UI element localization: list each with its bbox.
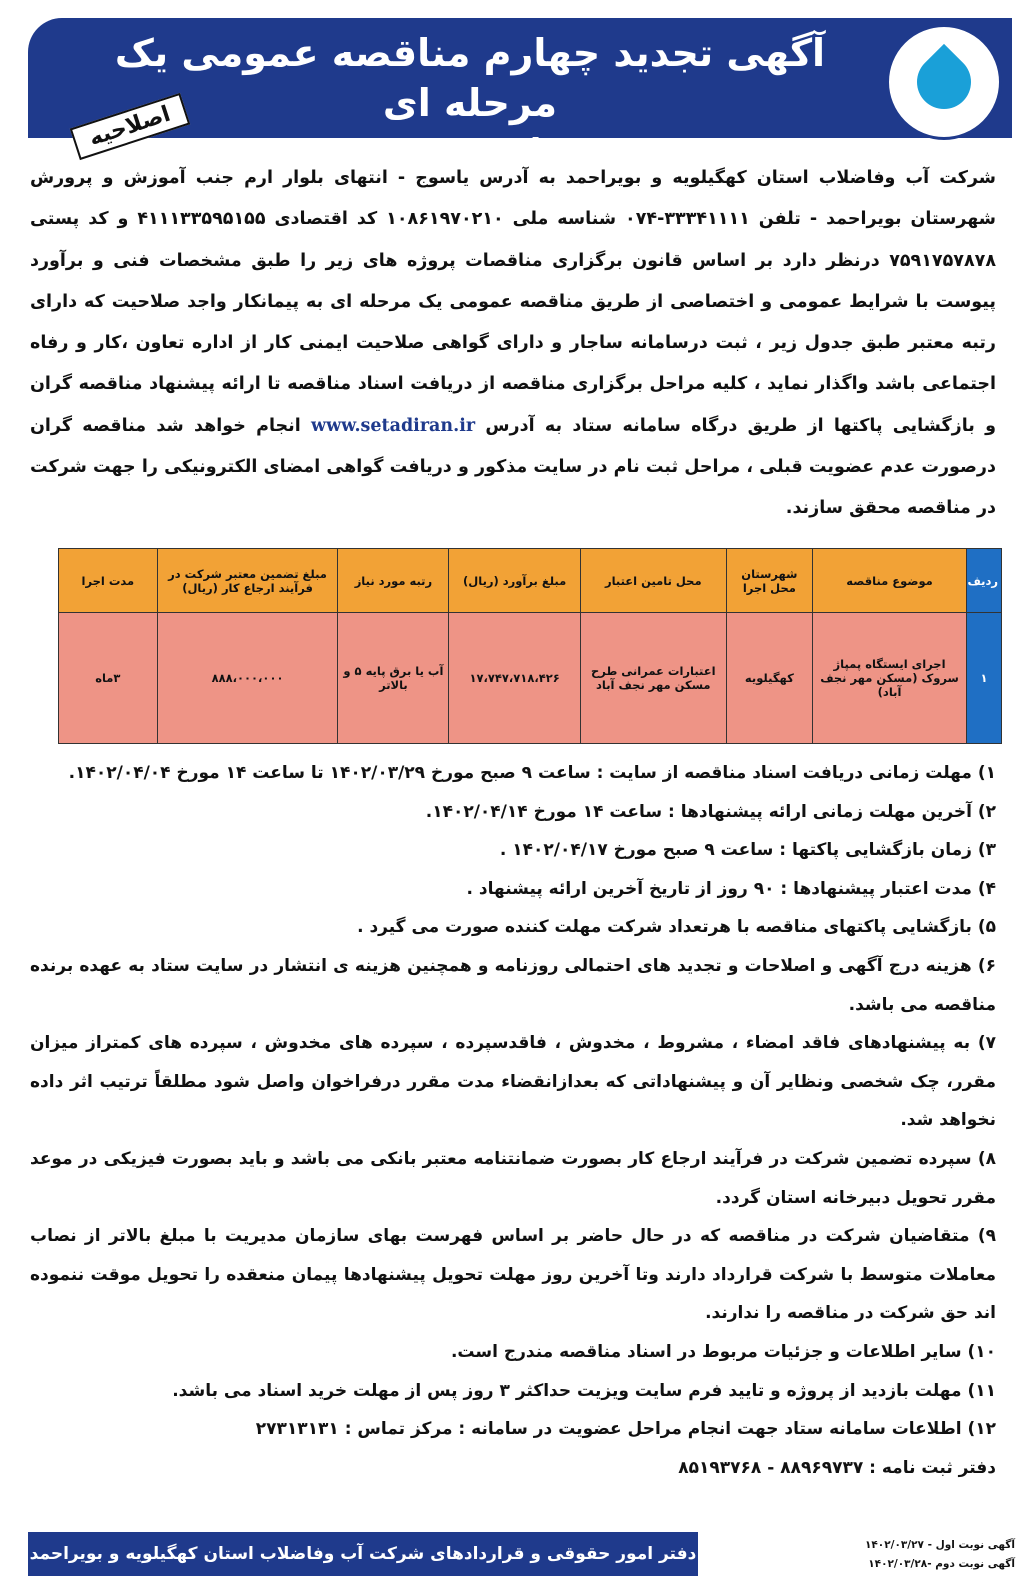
tender-number: شماره ۱۴۰۱/۰۸ bbox=[341, 132, 599, 172]
cell-funding: اعتبارات عمرانی طرح مسکن مهر نجف آباد bbox=[580, 613, 726, 744]
header-num: ردیف bbox=[967, 549, 1002, 613]
cell-guarantee: ۸۸۸،۰۰۰،۰۰۰ bbox=[157, 613, 338, 744]
header-subject: موضوع مناقصه bbox=[813, 549, 967, 613]
condition-item: ۱) مهلت زمانی دریافت اسناد مناقصه از سایت : ساعت ۹ صبح مورخ ۱۴۰۲/۰۳/۲۹ تا ساعت ۱۴ مورخ ۱۴۰۲/۰۴/۰۴. bbox=[68, 763, 996, 783]
condition-item: ۱۰) سایر اطلاعات و جزئیات مربوط در اسناد مناقصه مندرج است. bbox=[450, 1341, 996, 1362]
table-row bbox=[59, 613, 1002, 744]
intro-text-continued: انجام خواهد شد مناقصه گران درصورت عدم عضویت قبلی ، مراحل ثبت نام در سایت مذکور و دریافت گواهی امضای الکترونیکی را جهت شرکت در مناقصه محقق سازند. bbox=[30, 415, 996, 519]
logo-drop-shape bbox=[906, 44, 982, 120]
condition-item: ۴) مدت اعتبار پیشنهادها : ۹۰ روز از تاریخ آخرین ارائه پیشنهاد . bbox=[466, 878, 996, 899]
cell-num: ۱ bbox=[967, 613, 1002, 744]
header-guarantee: مبلغ تضمین معتبر شرکت در فرآیند ارجاع کار (ریال) bbox=[157, 549, 338, 613]
page-title: آگهی تجدید چهارم مناقصه عمومی یک مرحله ای bbox=[114, 31, 826, 125]
intro-text: شرکت آب وفاضلاب استان کهگیلویه و بویراحمد به آدرس یاسوج - انتهای بلوار ارم جنب آموزش و پرورش شهرستان بویراحمد - تلفن ۳۳۳۴۱۱۱۱-۰۷۴ شناسه ملی ۱۰۸۶۱۹۷۰۲۱۰ کد اقتصادی ۴۱۱۱۳۳۵۹۵۱۵۵ و کد پستی ۷۵۹۱۷۵۷۸۷۸ درنظر دارد بر اساس قانون برگزاری مناقصات پروژه های زیر را طبق مشخصات فنی و برآورد پیوست با شرایط عمومی و اختصاصی از طریق مناقصه عمومی یک مرحله ای به پیمانکار واجد صلاحیت که دارای رتبه معتبر طبق جدول زیر ، ثبت درسامانه ساجار و دارای گواهی صلاحیت ایمنی کار از اداره تعاون ،کار و رفاه اجتماعی باشد واگذار نماید ، کلیه مراحل برگزاری مناقصه از دریافت اسناد مناقصه تا ارائه پیشنهاد مناقصه گران و بازگشایی پاکتها از طریق درگاه سامانه ستاد به آدرس bbox=[30, 168, 997, 436]
condition-item: ۲) آخرین مهلت زمانی ارائه پیشنهادها : ساعت ۱۴ مورخ ۱۴۰۲/۰۴/۱۴. bbox=[425, 801, 996, 822]
department-name: دفتر امور حقوقی و قراردادهای شرکت آب وفاضلاب استان کهگیلویه و بویراحمد bbox=[29, 1544, 697, 1564]
notice-second-date: آگهی نوبت دوم -۱۴۰۲/۰۳/۲۸ bbox=[868, 1558, 1015, 1570]
registration-office: دفتر ثبت نامه : ۸۸۹۶۹۷۳۷ - ۸۵۱۹۳۷۶۸ bbox=[678, 1457, 996, 1478]
conditions-list bbox=[30, 754, 996, 1487]
cell-estimate: ۱۷،۷۴۷،۷۱۸،۴۲۶ bbox=[449, 613, 580, 744]
condition-item: ۹) متقاضیان شرکت در مناقصه که در حال حاضر بر اساس فهرست بهای سازمان مدیریت با مبلغ بالاتر از نصاب معاملات متوسط با شرکت قرارداد دارند وتا آخرین روز مهلت تحویل پیشنهادها پیمان منعقده را تحویل موقت ننموده اند حق شرکت در مناقصه را ندارند. bbox=[30, 1226, 996, 1324]
table-header-row bbox=[59, 549, 1002, 613]
header-grade: رتبه مورد نیاز bbox=[338, 549, 449, 613]
footer-department bbox=[28, 1532, 698, 1576]
condition-item: ۱۱) مهلت بازدید از پروژه و تایید فرم سایت ویزیت حداکثر ۳ روز پس از مهلت خرید اسناد می باشد. bbox=[172, 1380, 996, 1401]
amendment-stamp: اصلاحیه bbox=[70, 93, 190, 160]
cell-duration: ۳ماه bbox=[59, 613, 158, 744]
notice-dates bbox=[865, 1536, 1015, 1574]
header-duration: مدت اجرا bbox=[59, 549, 158, 613]
condition-item: ۷) به پیشنهادهای فاقد امضاء ، مشروط ، مخدوش ، فاقدسپرده ، سپرده های مخدوش ، سپرده های کمتراز میزان مقرر، چک شخصی ونظایر آن و پیشنهاداتی که بعدازانقضاء مدت مقرر درفراخوان واصل شود مطلقاً ترتیب اثر داده نخواهد شد. bbox=[30, 1033, 996, 1131]
condition-item: ۶) هزینه درج آگهی و اصلاحات و تجدید های احتمالی روزنامه و همچنین هزینه ی انتشار در سایت ستاد به عهده برنده مناقصه می باشد. bbox=[30, 955, 996, 1015]
header-estimate: مبلغ برآورد (ریال) bbox=[449, 549, 580, 613]
intro-paragraph bbox=[30, 158, 996, 530]
header-titles bbox=[68, 28, 872, 176]
cell-subject: اجرای ایستگاه پمپاژ سروک (مسکن مهر نجف آباد) bbox=[813, 613, 967, 744]
header-city: شهرستان محل اجرا bbox=[726, 549, 812, 613]
header-banner bbox=[28, 18, 1012, 172]
notice-first-date: آگهی نوبت اول - ۱۴۰۲/۰۳/۲۷ bbox=[864, 1539, 1015, 1551]
condition-item: ۳) زمان بازگشایی پاکتها : ساعت ۹ صبح مورخ ۱۴۰۲/۰۴/۱۷ . bbox=[499, 840, 996, 861]
condition-item: ۸) سپرده تضمین شرکت در فرآیند ارجاع کار بصورت ضمانتنامه معتبر بانکی می باشد و باید بصورت فیزیکی در موعد مقرر تحویل دبیرخانه استان گردد. bbox=[30, 1148, 996, 1208]
tender-table bbox=[58, 548, 1002, 744]
cell-grade: آب یا برق پایه ۵ و بالاتر bbox=[338, 613, 449, 744]
condition-item: ۱۲) اطلاعات سامانه ستاد جهت انجام مراحل عضویت در سامانه : مرکز تماس : ۲۷۳۱۳۱۳۱ bbox=[255, 1419, 996, 1440]
water-drop-icon bbox=[886, 24, 1002, 140]
condition-item: ۵) بازگشایی پاکتهای مناقصه با هرتعداد شرکت مهلت کننده صورت می گیرد . bbox=[357, 917, 996, 938]
cell-city: کهگیلویه bbox=[726, 613, 812, 744]
header-funding: محل تامین اعتبار bbox=[580, 549, 726, 613]
setad-website-link[interactable]: www.setadiran.ir bbox=[311, 415, 476, 436]
